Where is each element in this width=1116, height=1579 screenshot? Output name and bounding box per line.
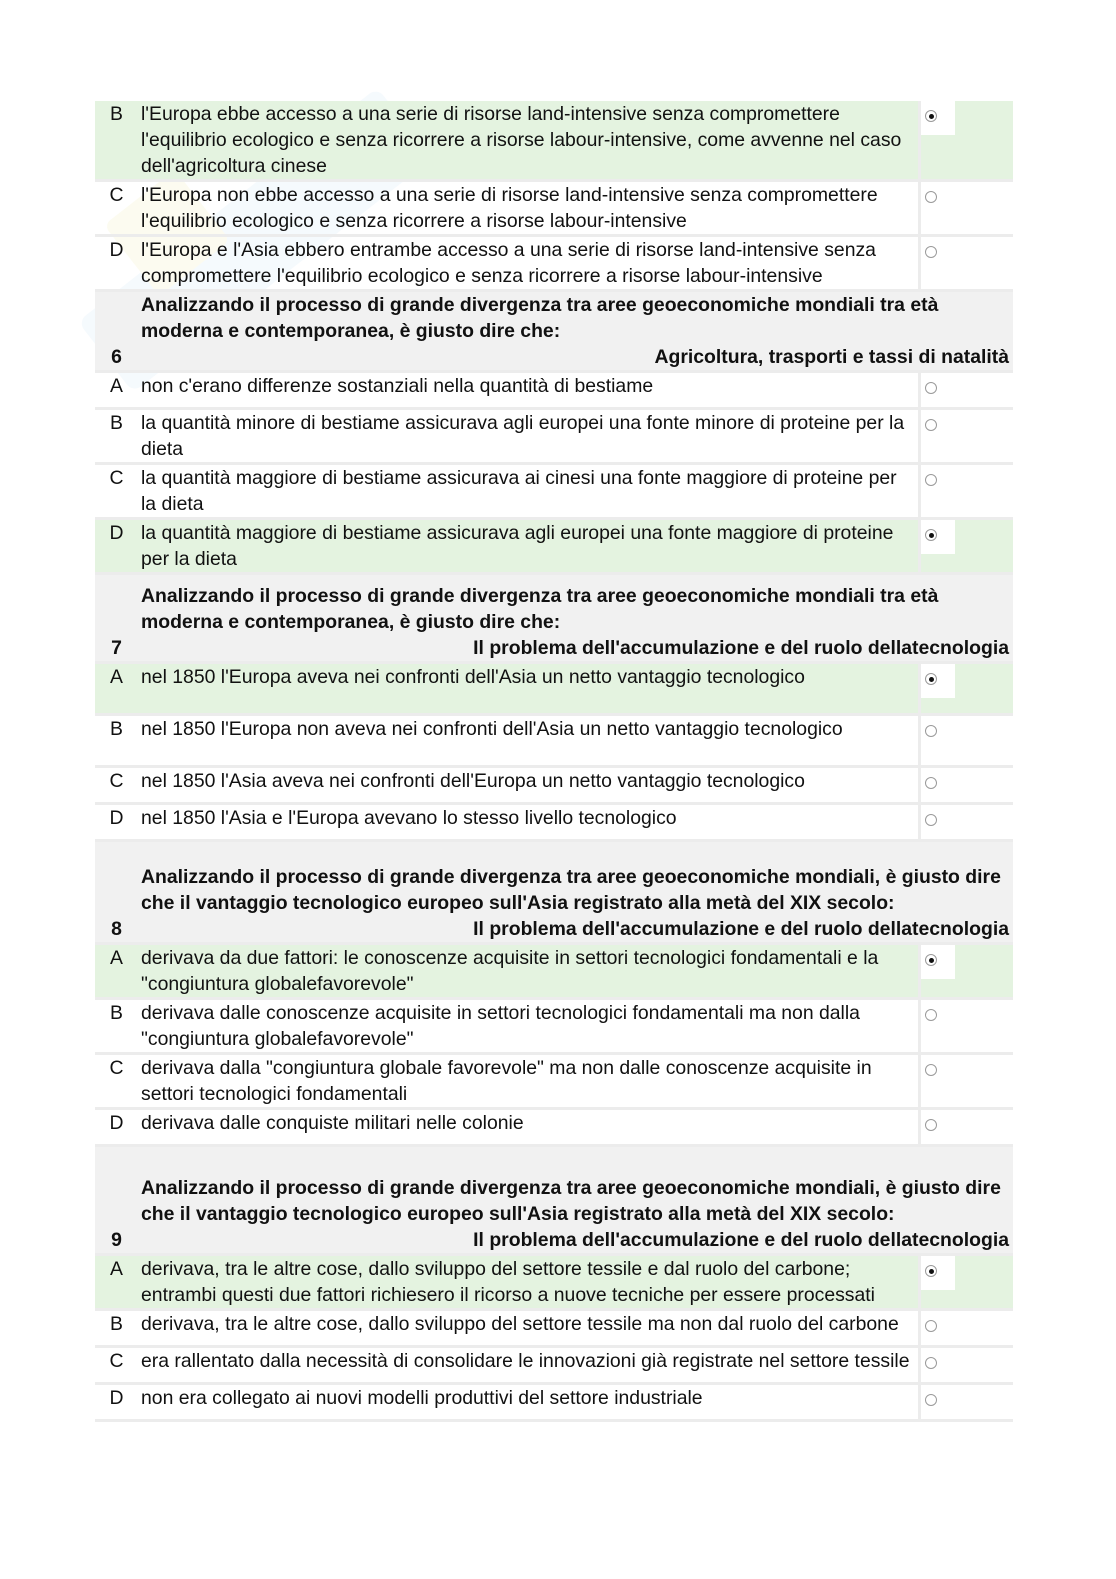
answer-radio[interactable] [925,954,937,966]
answer-text: l'Europa non ebbe accesso a una serie di risorse land-intensive senza compromettere l'equilibrio ecologico e senza ricorrere a risorse labour-intensive [138,181,920,236]
answer-row [95,663,1013,715]
answer-letter: C [95,767,138,804]
question-row [95,1146,1013,1255]
question-number: 6 [95,291,138,372]
answer-row [95,715,1013,767]
answer-radio[interactable] [925,419,937,431]
answer-row [95,101,1013,181]
answer-letter: D [95,519,138,574]
question-number: 8 [95,841,138,944]
answer-text: nel 1850 l'Europa aveva nei confronti dell'Asia un netto vantaggio tecnologico [138,663,920,715]
answer-row [95,804,1013,841]
answer-letter: D [95,1109,138,1146]
answer-radio[interactable] [925,1394,937,1406]
answer-text: nel 1850 l'Europa non aveva nei confronti dell'Asia un netto vantaggio tecnologico [138,715,920,767]
answer-radio[interactable] [925,246,937,258]
question-title: Analizzando il processo di grande divergenza tra aree geoeconomiche mondiali, è giusto dire che il vantaggio tecnologico europeo sull'Asia registrato alla metà del XIX secolo: [141,866,1001,914]
answer-letter: A [95,663,138,715]
answer-row [95,1109,1013,1146]
answer-radio[interactable] [925,474,937,486]
answer-radio[interactable] [925,725,937,737]
answer-radio[interactable] [925,1119,937,1131]
answer-letter: D [95,804,138,841]
question-row [95,291,1013,372]
answer-row [95,181,1013,236]
answer-row [95,1347,1013,1384]
answer-letter: D [95,236,138,291]
question-row [95,574,1013,663]
answer-radio[interactable] [925,1320,937,1332]
answer-text: non c'erano differenze sostanziali nella quantità di bestiame [138,372,920,409]
answer-radio[interactable] [925,777,937,789]
question-title: Analizzando il processo di grande divergenza tra aree geoeconomiche mondiali, è giusto dire che il vantaggio tecnologico europeo sull'Asia registrato alla metà del XIX secolo: [141,1177,1001,1225]
answer-radio[interactable] [925,1265,937,1277]
answer-row [95,519,1013,574]
question-title: Analizzando il processo di grande divergenza tra aree geoeconomiche mondiali tra età moderna e contemporanea, è giusto dire che: [141,585,939,633]
answer-row [95,1054,1013,1109]
answer-letter: B [95,101,138,181]
answer-letter: A [95,944,138,999]
answer-letter: C [95,1054,138,1109]
answer-row [95,1310,1013,1347]
question-title: Analizzando il processo di grande divergenza tra aree geoeconomiche mondiali tra età moderna e contemporanea, è giusto dire che: [141,294,939,342]
answer-letter: D [95,1384,138,1421]
answer-row [95,944,1013,999]
answer-row [95,409,1013,464]
answer-text: nel 1850 l'Asia e l'Europa avevano lo stesso livello tecnologico [138,804,920,841]
question-category: Agricoltura, trasporti e tassi di natalità [654,346,1009,368]
answer-letter: B [95,409,138,464]
question-number: 7 [95,574,138,663]
answer-text: derivava dalle conoscenze acquisite in settori tecnologici fondamentali ma non dalla "congiuntura globalefavorevole" [138,999,920,1054]
answer-row [95,372,1013,409]
answer-radio[interactable] [925,529,937,541]
answer-radio[interactable] [925,673,937,685]
answer-row [95,1384,1013,1421]
answer-radio[interactable] [925,382,937,394]
answer-radio[interactable] [925,1009,937,1021]
answer-text: derivava dalla "congiuntura globale favorevole" ma non dalle conoscenze acquisite in settori tecnologici fondamentali [138,1054,920,1109]
answer-radio[interactable] [925,1064,937,1076]
question-category: Il problema dell'accumulazione e del ruolo dellatecnologia [473,637,1009,659]
question-category: Il problema dell'accumulazione e del ruolo dellatecnologia [473,1229,1009,1251]
quiz-table [95,101,1013,1422]
answer-row [95,464,1013,519]
answer-text: derivava, tra le altre cose, dallo sviluppo del settore tessile ma non dal ruolo del carbone [138,1310,920,1347]
answer-text: derivava, tra le altre cose, dallo sviluppo del settore tessile e dal ruolo del carbone; entrambi questi due fattori richiesero il ricorso a nuove tecniche per essere processati [138,1255,920,1310]
answer-radio[interactable] [925,110,937,122]
answer-letter: A [95,1255,138,1310]
question-row [95,841,1013,944]
answer-text: la quantità maggiore di bestiame assicurava ai cinesi una fonte maggiore di proteine per la dieta [138,464,920,519]
answer-letter: A [95,372,138,409]
answer-text: l'Europa ebbe accesso a una serie di risorse land-intensive senza compromettere l'equilibrio ecologico e senza ricorrere a risorse labour-intensive, come avvenne nel caso dell'agricoltura cinese [138,101,920,181]
answer-text: la quantità maggiore di bestiame assicurava agli europei una fonte maggiore di proteine per la dieta [138,519,920,574]
answer-text: la quantità minore di bestiame assicurava agli europei una fonte minore di proteine per la dieta [138,409,920,464]
answer-text: derivava dalle conquiste militari nelle colonie [138,1109,920,1146]
question-category: Il problema dell'accumulazione e del ruolo dellatecnologia [473,918,1009,940]
answer-radio[interactable] [925,1357,937,1369]
question-number: 9 [95,1146,138,1255]
answer-row [95,767,1013,804]
answer-letter: B [95,715,138,767]
answer-text: nel 1850 l'Asia aveva nei confronti dell'Europa un netto vantaggio tecnologico [138,767,920,804]
answer-radio[interactable] [925,191,937,203]
answer-row [95,1255,1013,1310]
answer-letter: C [95,181,138,236]
answer-text: derivava da due fattori: le conoscenze acquisite in settori tecnologici fondamentali e la "congiuntura globalefavorevole" [138,944,920,999]
answer-row [95,999,1013,1054]
answer-row [95,236,1013,291]
answer-letter: C [95,464,138,519]
answer-text: non era collegato ai nuovi modelli produttivi del settore industriale [138,1384,920,1421]
answer-letter: B [95,1310,138,1347]
answer-text: era rallentato dalla necessità di consolidare le innovazioni già registrate nel settore tessile [138,1347,920,1384]
answer-radio[interactable] [925,814,937,826]
answer-text: l'Europa e l'Asia ebbero entrambe accesso a una serie di risorse land-intensive senza compromettere l'equilibrio ecologico e senza ricorrere a risorse labour-intensive [138,236,920,291]
answer-letter: B [95,999,138,1054]
answer-letter: C [95,1347,138,1384]
